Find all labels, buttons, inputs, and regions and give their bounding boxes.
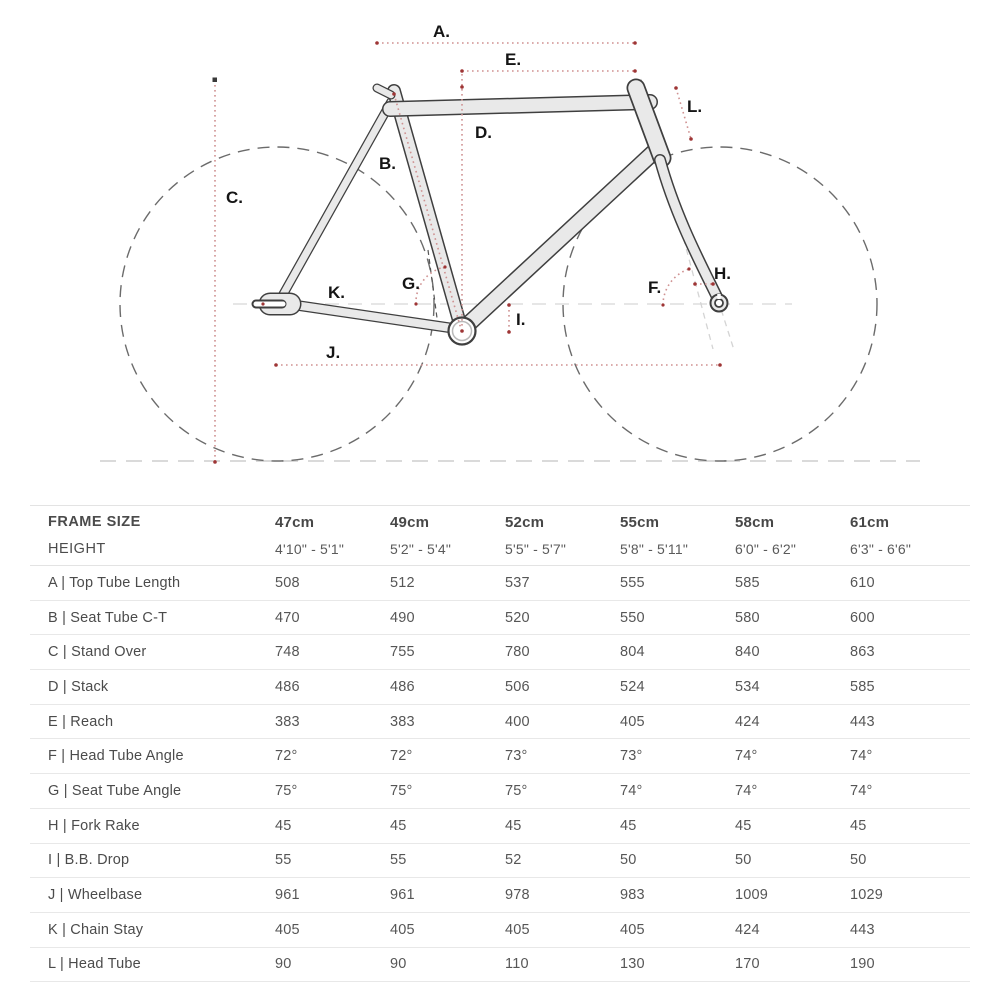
spec-value: 74°	[735, 782, 758, 799]
spec-label: J | Wheelbase	[48, 887, 143, 904]
label-d: D.	[475, 123, 492, 142]
spec-value: 580	[735, 609, 760, 626]
spec-label: H | Fork Rake	[48, 817, 140, 834]
spec-value: 45	[505, 817, 522, 834]
spec-row	[30, 844, 970, 879]
size-column-header: 58cm	[735, 513, 775, 531]
height-range: 6'0" - 6'2"	[735, 540, 797, 557]
spec-label: I | B.B. Drop	[48, 852, 130, 869]
table-header	[30, 505, 970, 566]
spec-value: 961	[390, 887, 415, 904]
size-header-row	[30, 510, 970, 534]
spec-value: 74°	[735, 748, 758, 765]
spec-value: 45	[275, 817, 292, 834]
spec-value: 405	[390, 921, 415, 938]
spec-row	[30, 739, 970, 774]
spec-value: 537	[505, 574, 530, 591]
spec-row	[30, 948, 970, 983]
spec-value: 520	[505, 609, 530, 626]
spec-value: 524	[620, 678, 645, 695]
label-c: C.	[226, 188, 243, 207]
spec-value: 383	[275, 713, 300, 730]
spec-value: 74°	[850, 748, 873, 765]
spec-value: 585	[735, 574, 760, 591]
spec-value: 130	[620, 956, 645, 973]
spec-value: 405	[620, 713, 645, 730]
spec-value: 443	[850, 713, 875, 730]
spec-label: D | Stack	[48, 678, 109, 695]
spec-value: 75°	[505, 782, 528, 799]
spec-value: 534	[735, 678, 760, 695]
spec-label: C | Stand Over	[48, 644, 147, 661]
height-range: 6'3" - 6'6"	[850, 540, 912, 557]
spec-label: G | Seat Tube Angle	[48, 782, 182, 799]
spec-label: F | Head Tube Angle	[48, 748, 184, 765]
spec-row	[30, 878, 970, 913]
size-column-header: 61cm	[850, 513, 890, 531]
spec-label: B | Seat Tube C-T	[48, 609, 168, 626]
spec-value: 424	[735, 921, 760, 938]
label-l: L.	[687, 97, 703, 116]
angle-f-arc	[663, 269, 689, 305]
size-column-header: 49cm	[390, 513, 430, 531]
spec-value: 75°	[275, 782, 298, 799]
spec-value: 73°	[620, 748, 643, 765]
label-j: J.	[326, 343, 341, 362]
height-header-row	[30, 537, 970, 561]
spec-value: 45	[850, 817, 867, 834]
label-i: I.	[516, 310, 526, 329]
spec-label: K | Chain Stay	[48, 921, 144, 938]
spec-value: 45	[735, 817, 752, 834]
spec-value: 600	[850, 609, 875, 626]
front-dropout	[711, 294, 728, 312]
label-g: G.	[402, 274, 420, 293]
frame-size-header: FRAME SIZE	[48, 514, 141, 531]
label-e: E.	[505, 50, 522, 69]
spec-row	[30, 635, 970, 670]
size-column-header: 55cm	[620, 513, 660, 531]
size-column-header: 47cm	[275, 513, 315, 531]
rear-dropout	[256, 302, 290, 305]
spec-value: 983	[620, 887, 645, 904]
label-h: H.	[714, 264, 731, 283]
spec-value: 755	[390, 644, 415, 661]
spec-label: L | Head Tube	[48, 956, 141, 973]
spec-value: 55	[275, 852, 292, 869]
spec-value: 506	[505, 678, 530, 695]
label-b: B.	[379, 154, 396, 173]
spec-value: 443	[850, 921, 875, 938]
spec-value: 74°	[850, 782, 873, 799]
label-f: F.	[648, 278, 662, 297]
spec-value: 405	[275, 921, 300, 938]
height-range: 5'8" - 5'11"	[620, 540, 689, 557]
spec-label: E | Reach	[48, 713, 114, 730]
spec-value: 72°	[390, 748, 413, 765]
spec-value: 400	[505, 713, 530, 730]
spec-value: 610	[850, 574, 875, 591]
height-range: 5'2" - 5'4"	[390, 540, 452, 557]
spec-value: 486	[275, 678, 300, 695]
spec-value: 585	[850, 678, 875, 695]
spec-row	[30, 913, 970, 948]
spec-value: 470	[275, 609, 300, 626]
spec-value: 961	[275, 887, 300, 904]
spec-value: 780	[505, 644, 530, 661]
spec-value: 804	[620, 644, 645, 661]
height-range: 5'5" - 5'7"	[505, 540, 567, 557]
spec-value: 405	[505, 921, 530, 938]
spec-value: 840	[735, 644, 760, 661]
spec-value: 73°	[505, 748, 528, 765]
spec-row	[30, 601, 970, 636]
spec-value: 748	[275, 644, 300, 661]
spec-value: 405	[620, 921, 645, 938]
spec-value: 550	[620, 609, 645, 626]
spec-row	[30, 774, 970, 809]
label-a: A.	[433, 22, 450, 41]
spec-value: 50	[620, 852, 637, 869]
spec-value: 486	[390, 678, 415, 695]
spec-value: 508	[275, 574, 300, 591]
spec-row	[30, 566, 970, 601]
spec-value: 190	[850, 956, 875, 973]
spec-value: 75°	[390, 782, 413, 799]
spec-value: 72°	[275, 748, 298, 765]
spec-value: 555	[620, 574, 645, 591]
spec-value: 170	[735, 956, 760, 973]
height-header: HEIGHT	[48, 540, 106, 557]
bottom-bracket	[449, 318, 476, 345]
label-k: K.	[328, 283, 345, 302]
size-column-header: 52cm	[505, 513, 545, 531]
spec-value: 863	[850, 644, 875, 661]
spec-row	[30, 809, 970, 844]
spec-value: 55	[390, 852, 407, 869]
spec-row	[30, 670, 970, 705]
spec-value: 50	[850, 852, 867, 869]
spec-row	[30, 705, 970, 740]
height-range: 4'10" - 5'1"	[275, 540, 345, 557]
geometry-table	[30, 505, 970, 982]
spec-value: 424	[735, 713, 760, 730]
spec-value: 45	[390, 817, 407, 834]
spec-value: 512	[390, 574, 415, 591]
spec-value: 1009	[735, 887, 769, 904]
spec-value: 383	[390, 713, 415, 730]
spec-value: 110	[505, 956, 529, 973]
spec-value: 90	[275, 956, 292, 973]
spec-value: 490	[390, 609, 415, 626]
spec-label: A | Top Tube Length	[48, 574, 181, 591]
spec-value: 45	[620, 817, 637, 834]
spec-value: 90	[390, 956, 407, 973]
spec-value: 74°	[620, 782, 643, 799]
spec-value: 52	[505, 852, 522, 869]
spec-value: 50	[735, 852, 752, 869]
spec-value: 1029	[850, 887, 884, 904]
table-body	[30, 566, 970, 982]
spec-value: 978	[505, 887, 530, 904]
